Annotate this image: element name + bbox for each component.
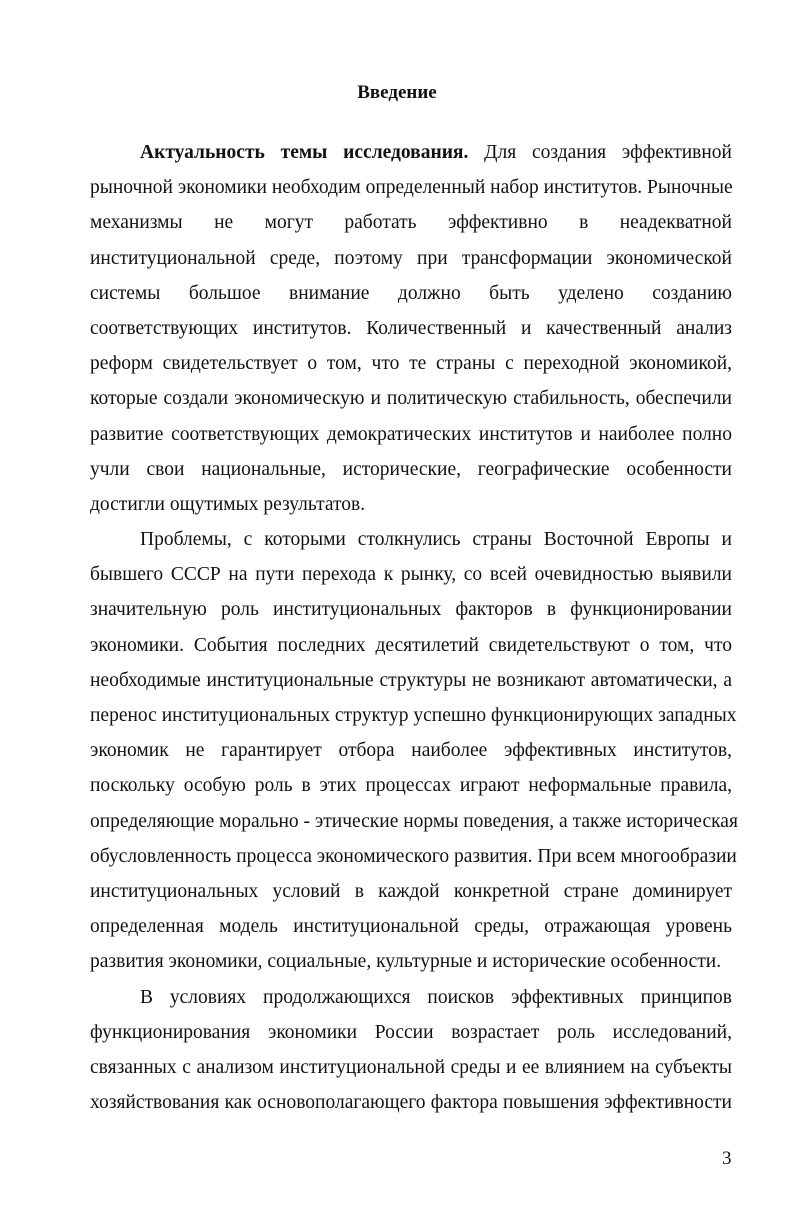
text-line: перенос институциональных структур успешно функционирующих западных bbox=[90, 705, 737, 726]
text-line: системы большое внимание должно быть уделено созданию bbox=[90, 282, 732, 304]
page-title: Введение bbox=[357, 82, 437, 103]
text-line: механизмы не могут работать эффективно в неадекватной bbox=[90, 212, 732, 234]
lead-heading: Актуальность темы исследования. bbox=[140, 142, 469, 163]
text-line: функционирования экономики России возрастает роль исследований, bbox=[90, 1021, 732, 1043]
text-line: хозяйствования как основополагающего фактора повышения эффективности bbox=[90, 1092, 732, 1114]
text-line: связанных с анализом институциональной среды и ее влиянием на субъекты bbox=[90, 1056, 732, 1078]
text-line: Проблемы, с которыми столкнулись страны Восточной Европы и bbox=[140, 529, 732, 551]
text-line: экономик не гарантирует отбора наиболее эффективных институтов, bbox=[90, 740, 732, 762]
paragraph bbox=[90, 135, 732, 522]
text-line: определяющие морально - этические нормы поведения, а также историческая bbox=[90, 810, 738, 832]
text-line: институциональной среде, поэтому при трансформации экономической bbox=[90, 247, 732, 269]
text-line: достигли ощутимых результатов. bbox=[90, 493, 366, 515]
text-line: В условиях продолжающихся поисков эффективных принципов bbox=[140, 986, 732, 1008]
paragraph bbox=[90, 522, 738, 979]
page-number: 3 bbox=[722, 1148, 732, 1169]
text-line: необходимые институциональные структуры не возникают автоматически, а bbox=[90, 669, 732, 691]
document-body bbox=[90, 135, 738, 1120]
text-line: экономики. События последних десятилетий свидетельствуют о том, что bbox=[90, 634, 732, 656]
text-line: соответствующих институтов. Количественный и качественный анализ bbox=[90, 317, 732, 339]
text-line: рыночной экономики необходим определенный набор институтов. Рыночные bbox=[90, 177, 733, 199]
text-line: институциональных условий в каждой конкретной стране доминирует bbox=[90, 880, 732, 902]
text-line: поскольку особую роль в этих процессах играют неформальные правила, bbox=[90, 775, 732, 797]
text-line: развитие соответствующих демократических институтов и наиболее полно bbox=[90, 423, 732, 445]
text-line bbox=[90, 135, 732, 170]
text-line: значительную роль институциональных факторов в функционировании bbox=[90, 599, 732, 621]
text-line: определенная модель институциональной среды, отражающая уровень bbox=[90, 916, 732, 938]
paragraph bbox=[90, 980, 732, 1121]
text-line: развития экономики, социальные, культурные и исторические особенности. bbox=[90, 951, 722, 973]
line-text: Для создания эффективной bbox=[468, 142, 732, 163]
text-line: учли свои национальные, исторические, географические особенности bbox=[90, 458, 732, 480]
text-line: обусловленность процесса экономического развития. При всем многообразии bbox=[90, 845, 737, 867]
text-line: реформ свидетельствует о том, что те страны с переходной экономикой, bbox=[90, 353, 732, 375]
text-line: которые создали экономическую и политическую стабильность, обеспечили bbox=[90, 388, 732, 410]
text-line: бывшего СССР на пути перехода к рынку, со всей очевидностью выявили bbox=[90, 564, 732, 586]
